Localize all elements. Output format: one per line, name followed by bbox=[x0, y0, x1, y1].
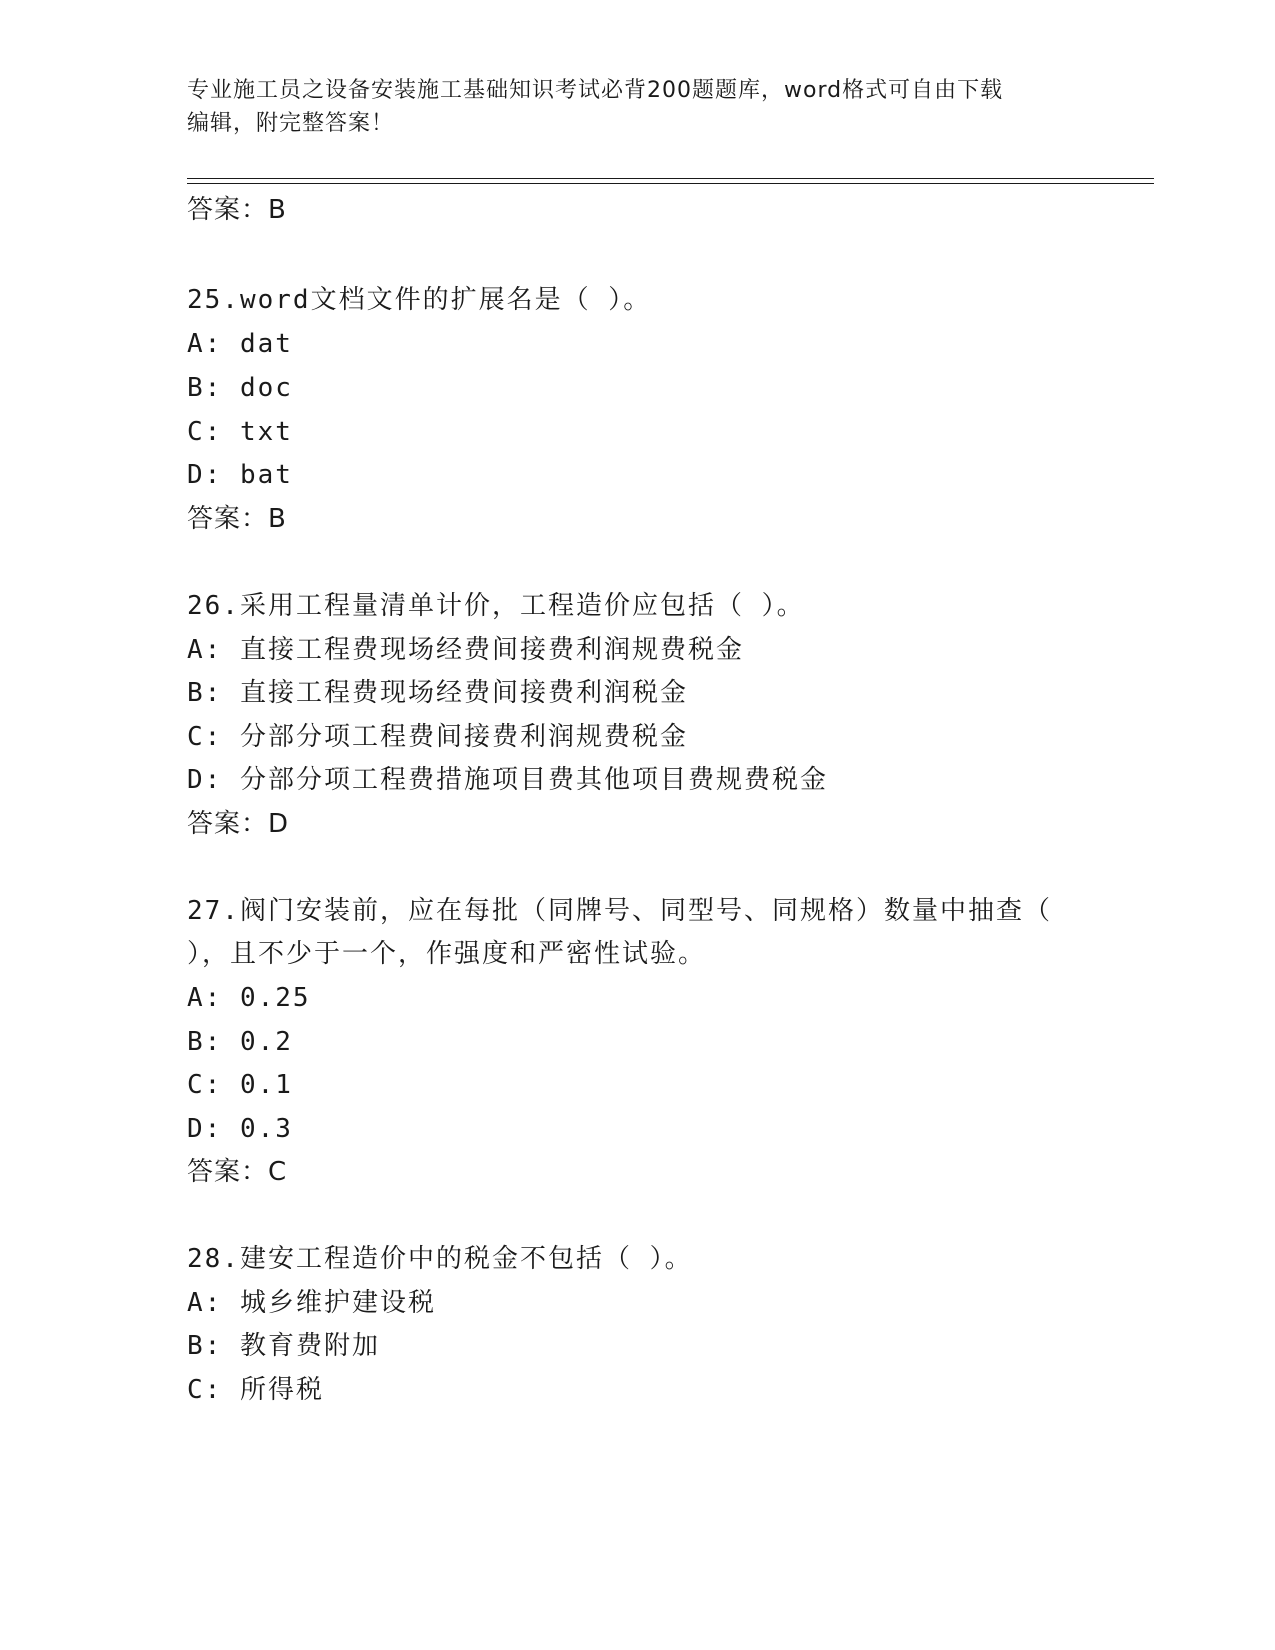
question-27-option-d: D: 0.3 bbox=[187, 1114, 293, 1144]
question-28-stem: 28.建安工程造价中的税金不包括（ ）。 bbox=[187, 1244, 693, 1274]
question-25-option-c: C: txt bbox=[187, 417, 293, 447]
header-divider-top bbox=[187, 178, 1154, 179]
document-title-line-2: 编辑，附完整答案！ bbox=[187, 111, 395, 136]
question-25-option-b: B: doc bbox=[187, 373, 293, 403]
question-26-answer: 答案：D bbox=[187, 809, 290, 839]
question-27-option-c: C: 0.1 bbox=[187, 1070, 293, 1100]
question-25-option-a: A: dat bbox=[187, 329, 293, 359]
question-28-option-c: C: 所得税 bbox=[187, 1375, 324, 1405]
question-28-option-a: A: 城乡维护建设税 bbox=[187, 1288, 436, 1318]
question-28-option-b: B: 教育费附加 bbox=[187, 1331, 380, 1361]
question-25-option-d: D: bat bbox=[187, 460, 293, 490]
document-header bbox=[187, 74, 1087, 140]
question-25-answer: 答案：B bbox=[187, 504, 287, 534]
previous-answer: 答案：B bbox=[187, 195, 287, 225]
question-26-stem: 26.采用工程量清单计价，工程造价应包括（ ）。 bbox=[187, 591, 805, 621]
header-divider-bottom bbox=[187, 183, 1154, 184]
question-27-answer: 答案：C bbox=[187, 1157, 288, 1187]
question-26-option-c: C: 分部分项工程费间接费利润规费税金 bbox=[187, 722, 688, 752]
question-27-stem-line-1: 27.阀门安装前，应在每批（同牌号、同型号、同规格）数量中抽查（ bbox=[187, 896, 1052, 926]
question-26-option-b: B: 直接工程费现场经费间接费利润税金 bbox=[187, 678, 688, 708]
question-27-stem-line-2: ），且不少于一个，作强度和严密性试验。 bbox=[187, 939, 707, 969]
question-26-option-d: D: 分部分项工程费措施项目费其他项目费规费税金 bbox=[187, 765, 828, 795]
question-25-stem: 25.word文档文件的扩展名是（ ）。 bbox=[187, 285, 652, 315]
document-title-line-1: 专业施工员之设备安装施工基础知识考试必背200题题库，word格式可自由下载 bbox=[187, 78, 1004, 103]
question-27-option-a: A: 0.25 bbox=[187, 983, 311, 1013]
question-27-option-b: B: 0.2 bbox=[187, 1027, 293, 1057]
question-26-option-a: A: 直接工程费现场经费间接费利润规费税金 bbox=[187, 635, 744, 665]
